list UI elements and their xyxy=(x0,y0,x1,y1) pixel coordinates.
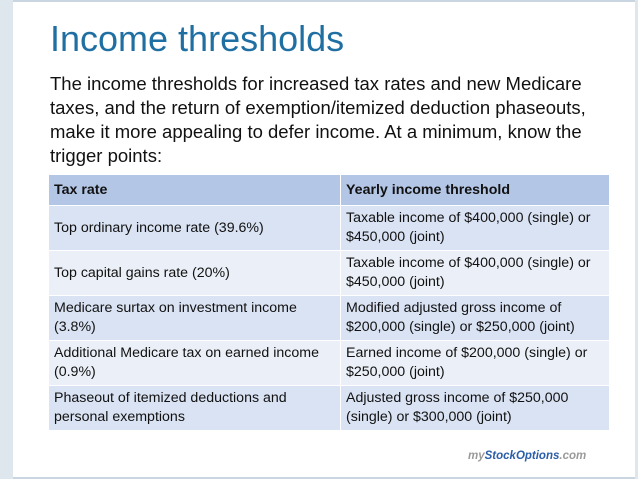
left-accent-bar xyxy=(0,0,13,479)
top-border xyxy=(13,0,638,2)
threshold-cell: Taxable income of $400,000 (single) or $450,000 (joint) xyxy=(341,251,610,296)
table-row xyxy=(49,251,610,296)
logo-part-my: my xyxy=(468,450,485,462)
table-header-row xyxy=(49,175,610,206)
threshold-cell: Modified adjusted gross income of $200,000 (single) or $250,000 (joint) xyxy=(341,296,610,341)
thresholds-table xyxy=(48,174,610,431)
table-row xyxy=(49,206,610,251)
header-tax-rate: Tax rate xyxy=(49,175,341,206)
tax-rate-cell: Medicare surtax on investment income (3.8%) xyxy=(49,296,341,341)
table-row xyxy=(49,386,610,431)
threshold-cell: Adjusted gross income of $250,000 (single) or $300,000 (joint) xyxy=(341,386,610,431)
slide-title: Income thresholds xyxy=(50,18,345,59)
tax-rate-cell: Top ordinary income rate (39.6%) xyxy=(49,206,341,251)
mystockoptions-logo xyxy=(468,450,586,462)
intro-paragraph: The income thresholds for increased tax rates and new Medicare taxes, and the return of exemption/itemized deduction phaseouts, make it more appealing to defer income. At a minimum, know the trigger points: xyxy=(50,73,586,166)
header-income-threshold: Yearly income threshold xyxy=(341,175,610,206)
tax-rate-cell: Phaseout of itemized deductions and personal exemptions xyxy=(49,386,341,431)
tax-rate-cell: Top capital gains rate (20%) xyxy=(49,251,341,296)
threshold-cell: Earned income of $200,000 (single) or $250,000 (joint) xyxy=(341,341,610,386)
threshold-cell: Taxable income of $400,000 (single) or $450,000 (joint) xyxy=(341,206,610,251)
logo-part-stockoptions: StockOptions xyxy=(484,450,560,462)
logo-part-com: .com xyxy=(559,450,587,462)
table-row xyxy=(49,296,610,341)
tax-rate-cell: Additional Medicare tax on earned income (0.9%) xyxy=(49,341,341,386)
table-row xyxy=(49,341,610,386)
